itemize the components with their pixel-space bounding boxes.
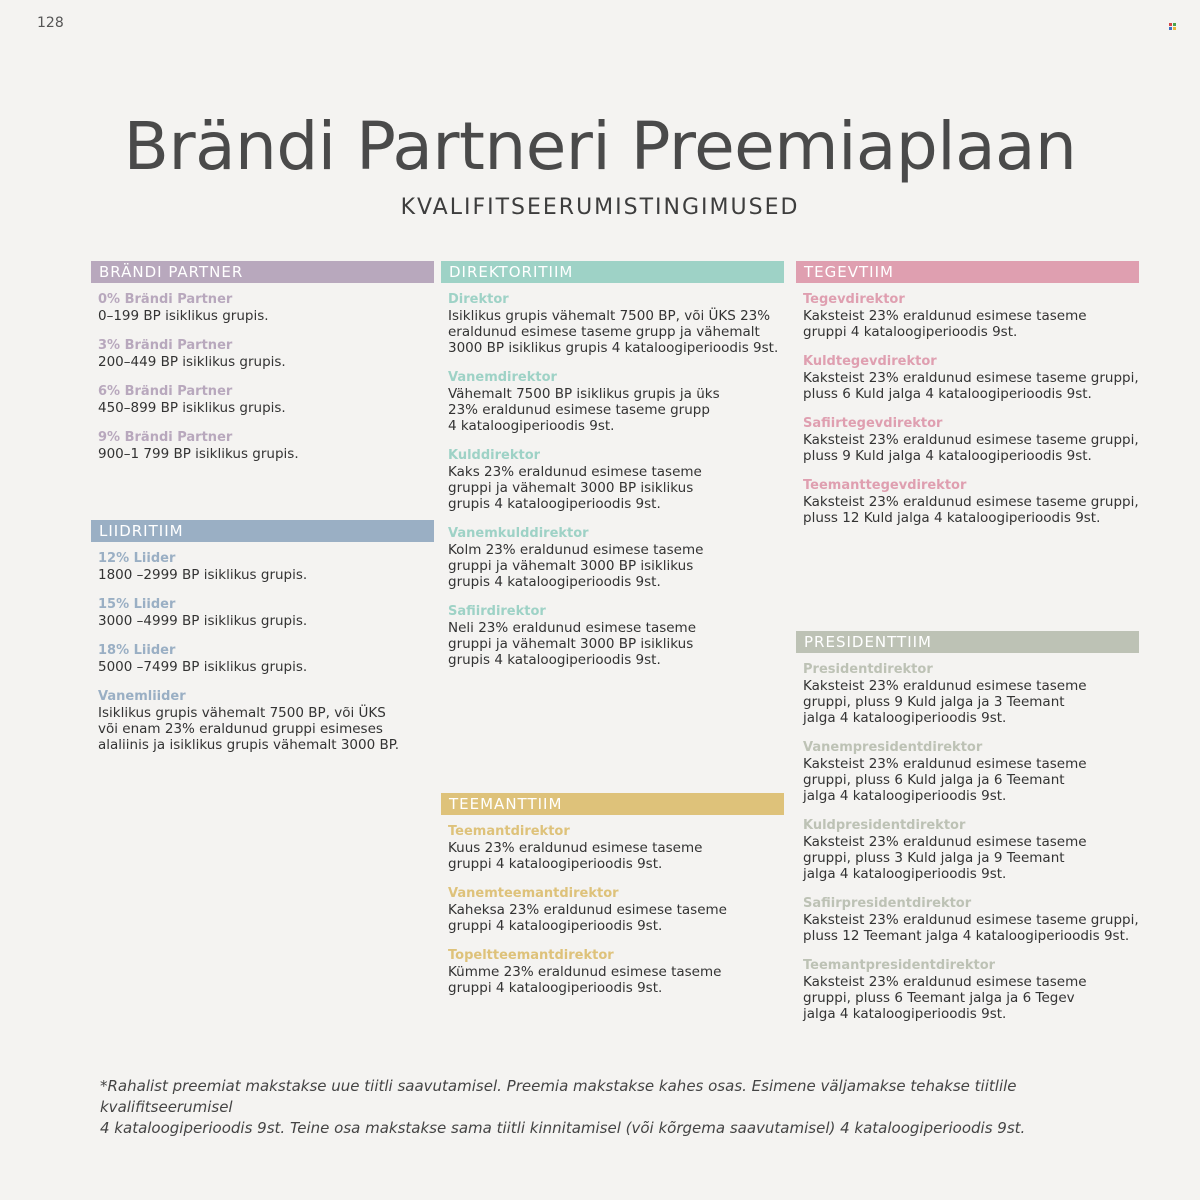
entry-title: 18% Liider [98,643,176,658]
section-entries [796,653,1139,1022]
section-header: TEEMANTTIIM [441,793,784,815]
qualification-entry [803,818,1139,882]
entry-title: 15% Liider [98,597,176,612]
entry-description: Kaksteist 23% eraldunud esimese taseme gruppi, pluss 6 Teemant jalga ja 6 Tegev jalga 4 kataloogiperioodis 9st. [803,974,1087,1022]
qualification-entry [98,338,434,370]
entry-description: Kaksteist 23% eraldunud esimese taseme gruppi, pluss 6 Kuld jalga 4 kataloogiperioodis 9st. [803,370,1139,402]
qualification-entry [803,416,1139,464]
qualification-entry [98,643,434,675]
entry-title: 3% Brändi Partner [98,338,233,353]
corner-logo-icon [1169,23,1177,31]
entry-title: Presidentdirektor [803,662,933,677]
section-header: BRÄNDI PARTNER [91,261,434,283]
qualification-entry [98,551,434,583]
qualification-entry [803,896,1139,944]
entry-title: Tegevdirektor [803,292,905,307]
entry-title: Kulddirektor [448,448,541,463]
section-entries [441,283,784,668]
entry-description: Kaksteist 23% eraldunud esimese taseme gruppi, pluss 12 Teemant jalga 4 kataloogiperioodis 9st. [803,912,1139,944]
entry-title: Teemantpresidentdirektor [803,958,996,973]
entry-title: Kuldtegevdirektor [803,354,937,369]
section-entries [91,283,434,462]
qualification-entry [448,370,784,434]
section-header: PRESIDENTTIIM [796,631,1139,653]
qualification-entry [448,604,784,668]
qualification-entry [803,478,1139,526]
entry-description: Kuus 23% eraldunud esimese taseme gruppi 4 kataloogiperioodis 9st. [448,840,703,872]
section-teemanttiim [441,793,784,1010]
qualification-entry [98,597,434,629]
section-header: TEGEVTIIM [796,261,1139,283]
entry-description: 5000 –7499 BP isiklikus grupis. [98,659,308,675]
entry-title: Kuldpresidentdirektor [803,818,966,833]
entry-title: Vanemteemantdirektor [448,886,619,901]
entry-title: Teemanttegevdirektor [803,478,967,493]
page-subtitle: KVALIFITSEERUMISTINGIMUSED [400,195,800,220]
entry-description: 0–199 BP isiklikus grupis. [98,308,269,324]
qualification-entry [448,448,784,512]
page-number: 128 [37,15,64,31]
footnote: *Rahalist preemiat makstakse uue tiitli saavutamisel. Preemia makstakse kahes osas. Esimene väljamakse tehakse tiitlile kvalifitseerumisel 4 kataloogiperioodis 9st. Teine osa makstakse sama tiitli kinnitamisel (või kõrgema saavutamisel) 4 kataloogiperioodis 9st. [100,1077,1026,1137]
entry-title: Vanemkulddirektor [448,526,589,541]
entry-description: 3000 –4999 BP isiklikus grupis. [98,613,308,629]
entry-title: Direktor [448,292,509,307]
section-entries [441,815,784,996]
entry-title: 12% Liider [98,551,176,566]
qualification-entry [448,292,784,356]
entry-description: Kaksteist 23% eraldunud esimese taseme gruppi, pluss 3 Kuld jalga ja 9 Teemant jalga 4 kataloogiperioodis 9st. [803,834,1087,882]
entry-description: Kaksteist 23% eraldunud esimese taseme gruppi, pluss 9 Kuld jalga ja 3 Teemant jalga 4 kataloogiperioodis 9st. [803,678,1087,726]
page-title: Brändi Partneri Preemiaplaan [123,108,1077,185]
section-entries [796,283,1139,526]
qualification-entry [803,662,1139,726]
entry-title: Vanemdirektor [448,370,557,385]
entry-description: Neli 23% eraldunud esimese taseme gruppi ja vähemalt 3000 BP isiklikus grupis 4 kataloogiperioodis 9st. [448,620,697,668]
section-liidritiim [91,520,434,767]
entry-title: Safiirtegevdirektor [803,416,943,431]
entry-description: Kaksteist 23% eraldunud esimese taseme gruppi, pluss 12 Kuld jalga 4 kataloogiperioodis 9st. [803,494,1139,526]
qualification-entry [98,384,434,416]
entry-description: 1800 –2999 BP isiklikus grupis. [98,567,308,583]
qualification-entry [98,292,434,324]
entry-description: 900–1 799 BP isiklikus grupis. [98,446,299,462]
qualification-entry [803,292,1139,340]
qualification-entry [803,354,1139,402]
qualification-entry [803,740,1139,804]
section-direktoritiim [441,261,784,682]
entry-description: Kümme 23% eraldunud esimese taseme gruppi 4 kataloogiperioodis 9st. [448,964,722,996]
entry-title: Vanempresidentdirektor [803,740,983,755]
qualification-entry [98,430,434,462]
entry-title: 0% Brändi Partner [98,292,233,307]
qualification-entry [448,948,784,996]
section-presidenttiim [796,631,1139,1036]
entry-description: Vähemalt 7500 BP isiklikus grupis ja üks 23% eraldunud esimese taseme grupp 4 kataloogiperioodis 9st. [448,386,720,434]
entry-title: 9% Brändi Partner [98,430,233,445]
qualification-entry [448,886,784,934]
entry-description: Kaheksa 23% eraldunud esimese taseme gruppi 4 kataloogiperioodis 9st. [448,902,727,934]
entry-description: Isiklikus grupis vähemalt 7500 BP, või ÜKS 23% eraldunud esimese taseme grupp ja vähemalt 3000 BP isiklikus grupis 4 kataloogiperioodis 9st. [448,308,779,356]
section-header: LIIDRITIIM [91,520,434,542]
section-header: DIREKTORITIIM [441,261,784,283]
entry-title: Safiirpresidentdirektor [803,896,972,911]
entry-description: Kaksteist 23% eraldunud esimese taseme gruppi, pluss 9 Kuld jalga 4 kataloogiperioodis 9st. [803,432,1139,464]
entry-description: Kolm 23% eraldunud esimese taseme gruppi ja vähemalt 3000 BP isiklikus grupis 4 kataloogiperioodis 9st. [448,542,704,590]
entry-description: Kaks 23% eraldunud esimese taseme gruppi ja vähemalt 3000 BP isiklikus grupis 4 kataloogiperioodis 9st. [448,464,702,512]
entry-description: 450–899 BP isiklikus grupis. [98,400,286,416]
entry-description: Kaksteist 23% eraldunud esimese taseme gruppi, pluss 6 Kuld jalga ja 6 Teemant jalga 4 kataloogiperioodis 9st. [803,756,1087,804]
entry-title: Vanemliider [98,689,186,704]
entry-title: 6% Brändi Partner [98,384,233,399]
qualification-entry [98,689,434,753]
section-entries [91,542,434,753]
section-brandi-partner [91,261,434,476]
entry-title: Topeltteemantdirektor [448,948,614,963]
entry-title: Safiirdirektor [448,604,546,619]
entry-title: Teemantdirektor [448,824,570,839]
qualification-entry [448,526,784,590]
entry-description: 200–449 BP isiklikus grupis. [98,354,286,370]
entry-description: Kaksteist 23% eraldunud esimese taseme gruppi 4 kataloogiperioodis 9st. [803,308,1087,340]
entry-description: Isiklikus grupis vähemalt 7500 BP, või ÜKS või enam 23% eraldunud gruppi esimeses alaliinis ja isiklikus grupis vähemalt 3000 BP. [98,705,400,753]
qualification-entry [448,824,784,872]
section-tegevtiim [796,261,1139,540]
qualification-entry [803,958,1139,1022]
